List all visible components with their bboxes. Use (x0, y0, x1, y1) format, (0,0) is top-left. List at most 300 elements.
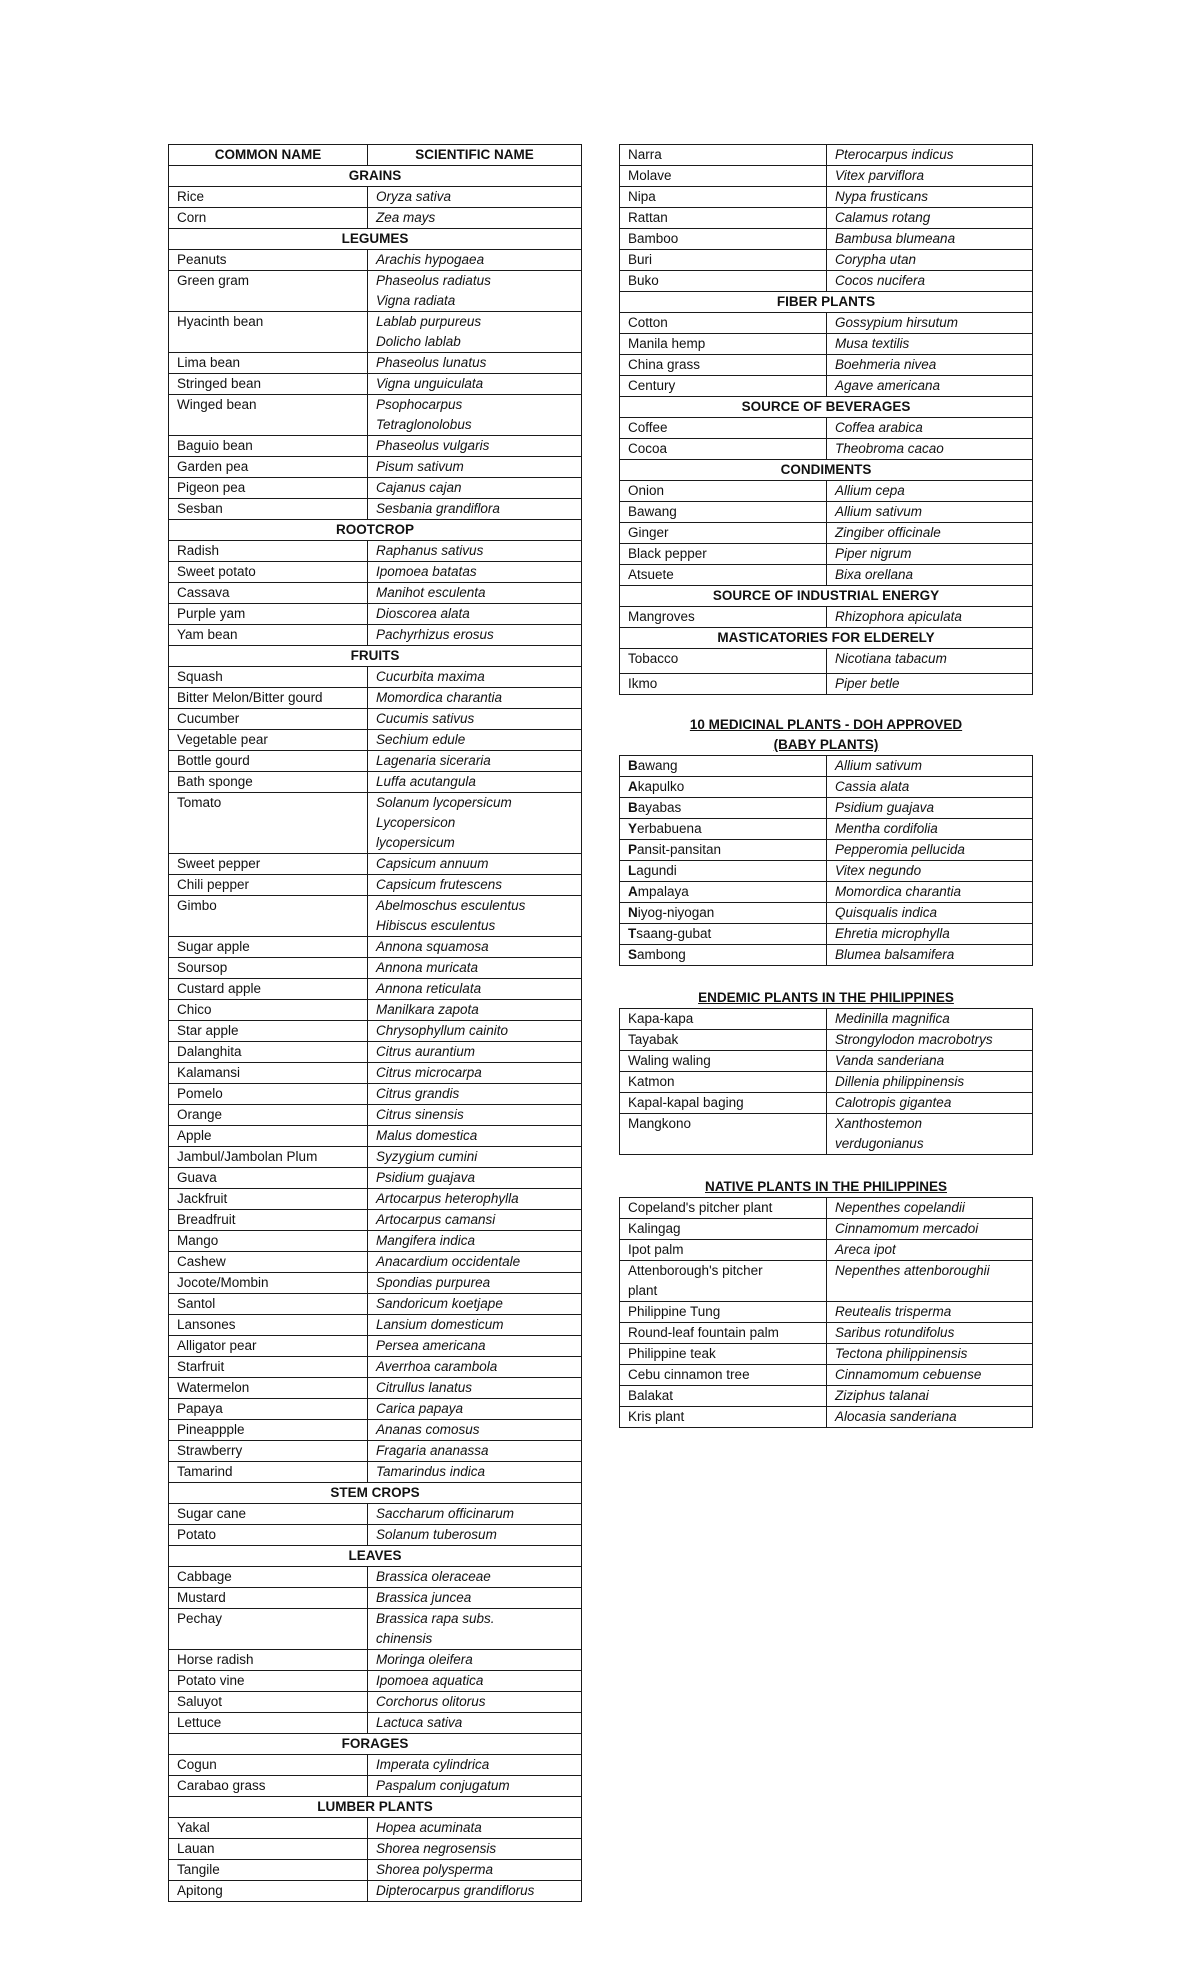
scientific-name-cell: Citrus sinensis (368, 1105, 582, 1126)
table-row (169, 541, 582, 562)
scientific-name-cell: Pterocarpus indicus (827, 145, 1033, 166)
table-row (169, 1462, 582, 1483)
scientific-name-cell: Carica papaya (368, 1399, 582, 1420)
table-row (620, 229, 1033, 250)
common-name-cell: Atsuete (620, 565, 827, 586)
scientific-name-cell: Sesbania grandiflora (368, 499, 582, 520)
scientific-name-cell: Allium sativum (827, 756, 1033, 777)
common-name-cell: Pechay (169, 1609, 368, 1650)
common-name-cell: Star apple (169, 1021, 368, 1042)
common-name-cell (620, 756, 827, 777)
column-header-common-name: COMMON NAME (169, 145, 368, 166)
common-name-cell: Cocoa (620, 439, 827, 460)
common-name-cell: Bottle gourd (169, 751, 368, 772)
common-name-cell: Chico (169, 1000, 368, 1021)
table-row (169, 751, 582, 772)
scientific-name-cell: Agave americana (827, 376, 1033, 397)
scientific-name-cell: Phaseolus radiatus Vigna radiata (368, 271, 582, 312)
scientific-name-cell: Arachis hypogaea (368, 250, 582, 271)
common-name-cell: Copeland's pitcher plant (620, 1198, 827, 1219)
scientific-name-cell: Hopea acuminata (368, 1818, 582, 1839)
table-header-row (169, 145, 582, 166)
common-name-cell: Buko (620, 271, 827, 292)
table-row (169, 457, 582, 478)
section-title: ROOTCROP (169, 520, 582, 541)
common-name-cell: Apple (169, 1126, 368, 1147)
common-name-cell: Tayabak (620, 1030, 827, 1051)
section-title: LEAVES (169, 1546, 582, 1567)
scientific-name-cell: Cinnamomum mercadoi (827, 1219, 1033, 1240)
scientific-name-cell: Xanthostemon verdugonianus (827, 1114, 1033, 1155)
common-name-cell: Bath sponge (169, 772, 368, 793)
table-row (169, 1588, 582, 1609)
common-name-cell: Ginger (620, 523, 827, 544)
scientific-name-cell: Capsicum annuum (368, 854, 582, 875)
scientific-name-cell: Momordica charantia (827, 882, 1033, 903)
table-row (169, 1650, 582, 1671)
acronym-initial: Y (628, 821, 638, 836)
scientific-name-cell: Theobroma cacao (827, 439, 1033, 460)
scientific-name-cell: Sechium edule (368, 730, 582, 751)
scientific-name-cell: Lablab purpureus Dolicho lablab (368, 312, 582, 353)
table-row (169, 1336, 582, 1357)
common-name-cell: Tobacco (620, 649, 827, 674)
plant-classification-table-continued (619, 144, 1033, 695)
section-title: FORAGES (169, 1734, 582, 1755)
section-title: LEGUMES (169, 229, 582, 250)
scientific-name-cell: Rhizophora apiculata (827, 607, 1033, 628)
endemic-plants-heading: ENDEMIC PLANTS IN THE PHILIPPINES (698, 990, 954, 1005)
common-name-cell: Potato (169, 1525, 368, 1546)
scientific-name-cell: Alocasia sanderiana (827, 1407, 1033, 1428)
common-name-cell: Corn (169, 208, 368, 229)
table-row (169, 1252, 582, 1273)
table-row (620, 187, 1033, 208)
scientific-name-cell: Pisum sativum (368, 457, 582, 478)
common-name-rest: agundi (636, 863, 677, 878)
right-column (619, 144, 1033, 1428)
table-row (169, 1063, 582, 1084)
scientific-name-cell: Quisqualis indica (827, 903, 1033, 924)
table-row (169, 271, 582, 312)
common-name-cell: Radish (169, 541, 368, 562)
table-row (169, 1567, 582, 1588)
table-row (620, 1114, 1033, 1155)
scientific-name-cell: Piper nigrum (827, 544, 1033, 565)
table-row (169, 312, 582, 353)
native-plants-heading: NATIVE PLANTS IN THE PHILIPPINES (704, 1179, 948, 1194)
common-name-cell: Katmon (620, 1072, 827, 1093)
common-name-cell: Bamboo (620, 229, 827, 250)
scientific-name-cell: Coffea arabica (827, 418, 1033, 439)
common-name-cell: Mangkono (620, 1114, 827, 1155)
table-row (169, 1420, 582, 1441)
common-name-cell: Green gram (169, 271, 368, 312)
scientific-name-cell: Reutealis trisperma (827, 1302, 1033, 1323)
common-name-cell: Tangile (169, 1860, 368, 1881)
common-name-rest: ansit-pansitan (637, 842, 722, 857)
common-name-cell: Ipot palm (620, 1240, 827, 1261)
common-name-cell: Dalanghita (169, 1042, 368, 1063)
table-row (620, 1261, 1033, 1302)
scientific-name-cell: Saccharum officinarum (368, 1504, 582, 1525)
common-name-cell (620, 924, 827, 945)
scientific-name-cell: Ziziphus talanai (827, 1386, 1033, 1407)
table-row (169, 1441, 582, 1462)
scientific-name-cell: Ananas comosus (368, 1420, 582, 1441)
table-row (620, 166, 1033, 187)
acronym-initial: A (628, 884, 638, 899)
table-row (620, 376, 1033, 397)
scientific-name-cell: Pachyrhizus erosus (368, 625, 582, 646)
table-row (620, 145, 1033, 166)
common-name-cell: Cabbage (169, 1567, 368, 1588)
table-row (620, 756, 1033, 777)
table-row (169, 625, 582, 646)
table-row (169, 1147, 582, 1168)
common-name-cell (620, 840, 827, 861)
table-row (620, 418, 1033, 439)
common-name-cell: Squash (169, 667, 368, 688)
acronym-initial: N (628, 905, 638, 920)
table-row (169, 1860, 582, 1881)
scientific-name-cell: Brassica juncea (368, 1588, 582, 1609)
plant-classification-table (168, 144, 582, 1902)
common-name-cell: Mangroves (620, 607, 827, 628)
native-plants-table (619, 1197, 1033, 1428)
scientific-name-cell: Anacardium occidentale (368, 1252, 582, 1273)
scientific-name-cell: Zea mays (368, 208, 582, 229)
table-row (620, 1323, 1033, 1344)
table-row (169, 1315, 582, 1336)
scientific-name-cell: Annona reticulata (368, 979, 582, 1000)
scientific-name-cell: Dipterocarpus grandiflorus (368, 1881, 582, 1902)
table-row (169, 1273, 582, 1294)
scientific-name-cell: Nepenthes attenboroughii (827, 1261, 1033, 1302)
section-title: LUMBER PLANTS (169, 1797, 582, 1818)
scientific-name-cell: Dillenia philippinensis (827, 1072, 1033, 1093)
common-name-cell: China grass (620, 355, 827, 376)
table-row (620, 819, 1033, 840)
common-name-cell: Watermelon (169, 1378, 368, 1399)
section-title: CONDIMENTS (620, 460, 1033, 481)
scientific-name-cell: Citrus aurantium (368, 1042, 582, 1063)
common-name-cell: Stringed bean (169, 374, 368, 395)
scientific-name-cell: Zingiber officinale (827, 523, 1033, 544)
scientific-name-cell: Brassica rapa subs. chinensis (368, 1609, 582, 1650)
common-name-cell: Pigeon pea (169, 478, 368, 499)
scientific-name-cell: Areca ipot (827, 1240, 1033, 1261)
common-name-rest: saang-gubat (636, 926, 712, 941)
common-name-cell: Vegetable pear (169, 730, 368, 751)
common-name-cell: Carabao grass (169, 1776, 368, 1797)
scientific-name-cell: Vanda sanderiana (827, 1051, 1033, 1072)
scientific-name-cell: Vitex negundo (827, 861, 1033, 882)
table-row (620, 1030, 1033, 1051)
common-name-rest: erbabuena (637, 821, 702, 836)
table-row (169, 562, 582, 583)
table-row (620, 1093, 1033, 1114)
table-row (169, 1525, 582, 1546)
medicinal-plants-table (619, 755, 1033, 966)
scientific-name-cell: Shorea negrosensis (368, 1839, 582, 1860)
common-name-cell (620, 861, 827, 882)
common-name-cell (620, 819, 827, 840)
acronym-initial: B (628, 800, 638, 815)
common-name-cell: Starfruit (169, 1357, 368, 1378)
common-name-cell: Kris plant (620, 1407, 827, 1428)
scientific-name-cell: Calamus rotang (827, 208, 1033, 229)
acronym-initial: P (628, 842, 638, 857)
scientific-name-cell: Blumea balsamifera (827, 945, 1033, 966)
scientific-name-cell: Cinnamomum cebuense (827, 1365, 1033, 1386)
table-row (169, 1210, 582, 1231)
table-row (620, 1051, 1033, 1072)
scientific-name-cell: Mangifera indica (368, 1231, 582, 1252)
common-name-cell: Philippine teak (620, 1344, 827, 1365)
scientific-name-cell: Spondias purpurea (368, 1273, 582, 1294)
scientific-name-cell: Nypa frusticans (827, 187, 1033, 208)
table-row (169, 875, 582, 896)
scientific-name-cell: Gossypium hirsutum (827, 313, 1033, 334)
scientific-name-cell: Artocarpus camansi (368, 1210, 582, 1231)
common-name-cell: Jocote/Mombin (169, 1273, 368, 1294)
table-row (620, 1240, 1033, 1261)
common-name-cell: Attenborough's pitcher plant (620, 1261, 827, 1302)
scientific-name-cell: Moringa oleifera (368, 1650, 582, 1671)
table-row (620, 439, 1033, 460)
scientific-name-cell: Manihot esculenta (368, 583, 582, 604)
common-name-cell: Hyacinth bean (169, 312, 368, 353)
table-row (169, 1294, 582, 1315)
scientific-name-cell: Calotropis gigantea (827, 1093, 1033, 1114)
scientific-name-cell: Fragaria ananassa (368, 1441, 582, 1462)
common-name-cell: Winged bean (169, 395, 368, 436)
common-name-cell: Manila hemp (620, 334, 827, 355)
common-name-cell: Coffee (620, 418, 827, 439)
common-name-cell: Lansones (169, 1315, 368, 1336)
common-name-cell: Purple yam (169, 604, 368, 625)
scientific-name-cell: Persea americana (368, 1336, 582, 1357)
table-row (169, 353, 582, 374)
common-name-cell: Baguio bean (169, 436, 368, 457)
scientific-name-cell: Pepperomia pellucida (827, 840, 1033, 861)
common-name-cell: Soursop (169, 958, 368, 979)
scientific-name-cell: Paspalum conjugatum (368, 1776, 582, 1797)
table-row (169, 1084, 582, 1105)
table-row (169, 1126, 582, 1147)
scientific-name-cell: Bambusa blumeana (827, 229, 1033, 250)
table-row (169, 958, 582, 979)
table-row (620, 861, 1033, 882)
section-header-row (169, 1546, 582, 1567)
common-name-cell: Kapal-kapal baging (620, 1093, 827, 1114)
section-header-row (169, 646, 582, 667)
scientific-name-cell: Psidium guajava (827, 798, 1033, 819)
table-row (169, 187, 582, 208)
common-name-cell: Saluyot (169, 1692, 368, 1713)
common-name-cell: Sweet pepper (169, 854, 368, 875)
table-row (620, 271, 1033, 292)
common-name-cell: Buri (620, 250, 827, 271)
table-row (169, 1692, 582, 1713)
scientific-name-cell: Musa textilis (827, 334, 1033, 355)
scientific-name-cell: Psophocarpus Tetraglonolobus (368, 395, 582, 436)
table-row (169, 896, 582, 937)
common-name-cell: Gimbo (169, 896, 368, 937)
common-name-cell: Papaya (169, 1399, 368, 1420)
common-name-rest: ayabas (637, 800, 682, 815)
section-header-row (620, 292, 1033, 313)
scientific-name-cell: Capsicum frutescens (368, 875, 582, 896)
scientific-name-cell: Mentha cordifolia (827, 819, 1033, 840)
medicinal-plants-heading: 10 MEDICINAL PLANTS - DOH APPROVED (BABY PLANTS) (689, 717, 963, 752)
common-name-cell: Strawberry (169, 1441, 368, 1462)
common-name-cell: Potato vine (169, 1671, 368, 1692)
scientific-name-cell: Citrus microcarpa (368, 1063, 582, 1084)
section-header-row (620, 628, 1033, 649)
common-name-cell: Nipa (620, 187, 827, 208)
section-title: MASTICATORIES FOR ELDERELY (620, 628, 1033, 649)
common-name-cell (620, 903, 827, 924)
acronym-initial: A (628, 779, 638, 794)
table-row (620, 1344, 1033, 1365)
common-name-cell: Bawang (620, 502, 827, 523)
section-title: SOURCE OF INDUSTRIAL ENERGY (620, 586, 1033, 607)
common-name-cell: Sugar cane (169, 1504, 368, 1525)
common-name-cell: Cassava (169, 583, 368, 604)
common-name-cell: Kapa-kapa (620, 1009, 827, 1030)
table-row (169, 1755, 582, 1776)
common-name-cell: Chili pepper (169, 875, 368, 896)
table-row (169, 1021, 582, 1042)
common-name-rest: mpalaya (637, 884, 689, 899)
scientific-name-cell: Nicotiana tabacum (827, 649, 1033, 674)
table-row (169, 208, 582, 229)
common-name-rest: ambong (637, 947, 686, 962)
table-row (169, 499, 582, 520)
common-name-cell: Tomato (169, 793, 368, 854)
main-plant-table-column (168, 144, 582, 1902)
common-name-cell: Pomelo (169, 1084, 368, 1105)
table-row (169, 250, 582, 271)
common-name-rest: iyog-niyogan (637, 905, 715, 920)
scientific-name-cell: Momordica charantia (368, 688, 582, 709)
scientific-name-cell: Chrysophyllum cainito (368, 1021, 582, 1042)
common-name-cell: Black pepper (620, 544, 827, 565)
common-name-rest: kapulko (637, 779, 685, 794)
scientific-name-cell: Solanum tuberosum (368, 1525, 582, 1546)
common-name-cell: Jambul/Jambolan Plum (169, 1147, 368, 1168)
scientific-name-cell: Cajanus cajan (368, 478, 582, 499)
common-name-cell: Molave (620, 166, 827, 187)
acronym-initial: B (628, 758, 638, 773)
table-row (169, 1378, 582, 1399)
common-name-cell: Mango (169, 1231, 368, 1252)
table-row (620, 945, 1033, 966)
section-header-row (169, 1797, 582, 1818)
table-row (620, 798, 1033, 819)
table-row (620, 1009, 1033, 1030)
table-row (169, 979, 582, 1000)
scientific-name-cell: Brassica oleraceae (368, 1567, 582, 1588)
common-name-cell: Ikmo (620, 674, 827, 695)
common-name-cell: Alligator pear (169, 1336, 368, 1357)
common-name-cell: Narra (620, 145, 827, 166)
common-name-cell: Cotton (620, 313, 827, 334)
section-title: GRAINS (169, 166, 582, 187)
table-row (169, 667, 582, 688)
column-header-scientific-name: SCIENTIFIC NAME (368, 145, 582, 166)
scientific-name-cell: Tamarindus indica (368, 1462, 582, 1483)
scientific-name-cell: Sandoricum koetjape (368, 1294, 582, 1315)
common-name-cell: Sesban (169, 499, 368, 520)
common-name-cell: Mustard (169, 1588, 368, 1609)
common-name-cell: Sweet potato (169, 562, 368, 583)
table-row (169, 854, 582, 875)
common-name-cell: Balakat (620, 1386, 827, 1407)
scientific-name-cell: Bixa orellana (827, 565, 1033, 586)
scientific-name-cell: Boehmeria nivea (827, 355, 1033, 376)
common-name-cell: Bitter Melon/Bitter gourd (169, 688, 368, 709)
common-name-cell: Tamarind (169, 1462, 368, 1483)
scientific-name-cell: Annona squamosa (368, 937, 582, 958)
table-row (620, 313, 1033, 334)
common-name-cell: Cogun (169, 1755, 368, 1776)
table-row (620, 544, 1033, 565)
scientific-name-cell: Ipomoea aquatica (368, 1671, 582, 1692)
table-row (620, 1407, 1033, 1428)
scientific-name-cell: Corchorus olitorus (368, 1692, 582, 1713)
table-row (169, 1609, 582, 1650)
table-row (620, 674, 1033, 695)
scientific-name-cell: Solanum lycopersicum Lycopersicon lycopersicum (368, 793, 582, 854)
section-title: SOURCE OF BEVERAGES (620, 397, 1033, 418)
common-name-cell: Custard apple (169, 979, 368, 1000)
scientific-name-cell: Syzygium cumini (368, 1147, 582, 1168)
common-name-cell: Horse radish (169, 1650, 368, 1671)
common-name-cell: Santol (169, 1294, 368, 1315)
section-title: FRUITS (169, 646, 582, 667)
table-row (169, 1105, 582, 1126)
scientific-name-cell: Citrus grandis (368, 1084, 582, 1105)
common-name-cell: Guava (169, 1168, 368, 1189)
section-header-row (169, 229, 582, 250)
scientific-name-cell: Nepenthes copelandii (827, 1198, 1033, 1219)
table-row (169, 688, 582, 709)
table-row (169, 1231, 582, 1252)
table-row (620, 649, 1033, 674)
scientific-name-cell: Ipomoea batatas (368, 562, 582, 583)
scientific-name-cell: Cassia alata (827, 777, 1033, 798)
common-name-cell: Kalamansi (169, 1063, 368, 1084)
common-name-cell: Philippine Tung (620, 1302, 827, 1323)
endemic-plants-table (619, 1008, 1033, 1155)
table-row (620, 924, 1033, 945)
table-row (169, 583, 582, 604)
scientific-name-cell: Ehretia microphylla (827, 924, 1033, 945)
common-name-cell: Lettuce (169, 1713, 368, 1734)
scientific-name-cell: Lagenaria siceraria (368, 751, 582, 772)
table-row (620, 250, 1033, 271)
table-row (620, 840, 1033, 861)
table-row (620, 903, 1033, 924)
common-name-rest: awang (637, 758, 678, 773)
scientific-name-cell: Medinilla magnifica (827, 1009, 1033, 1030)
common-name-cell: Lima bean (169, 353, 368, 374)
table-row (169, 730, 582, 751)
acronym-initial: S (628, 947, 638, 962)
